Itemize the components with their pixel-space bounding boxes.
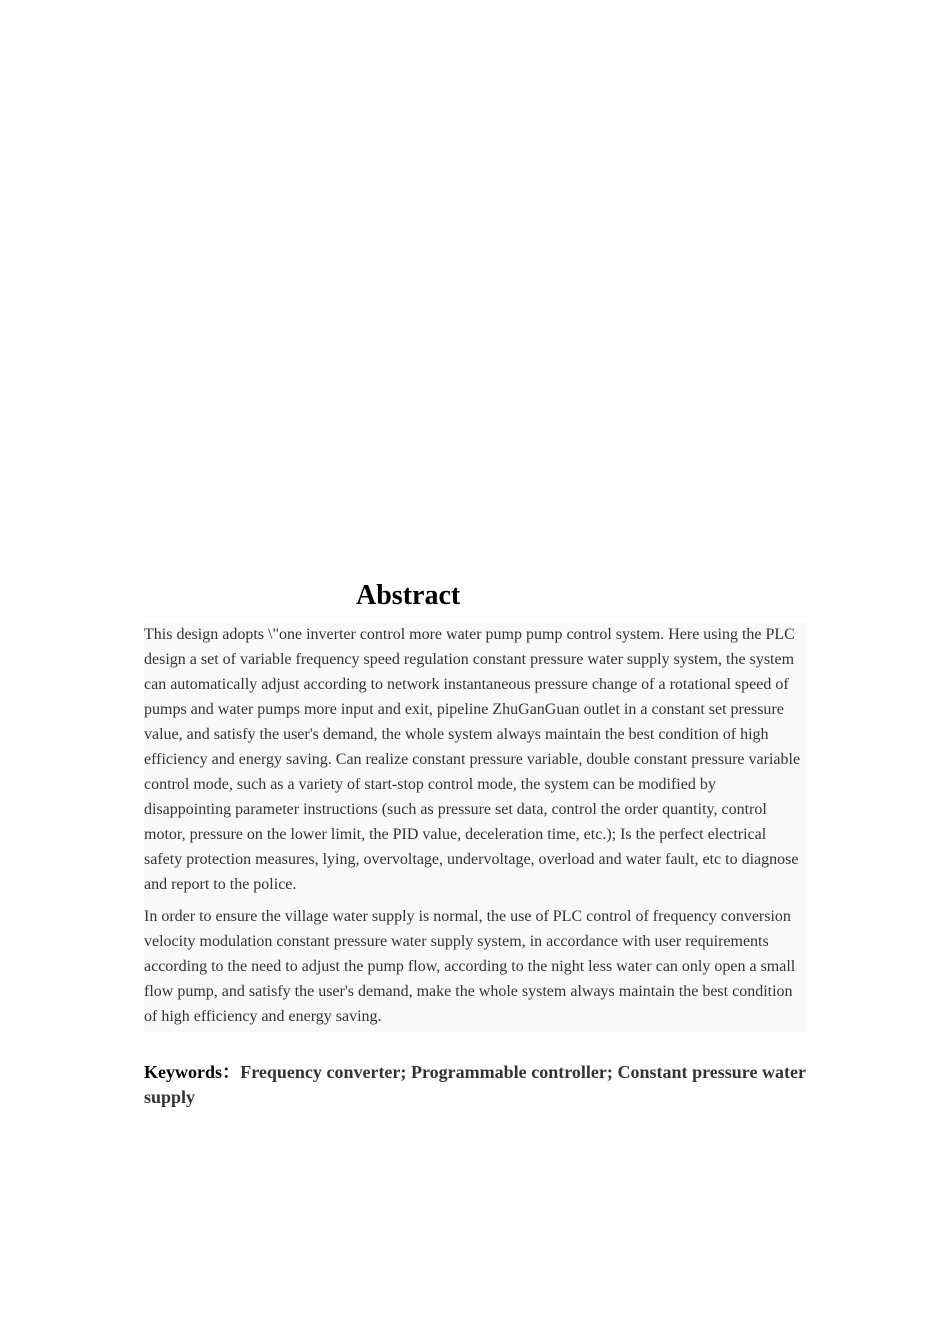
keywords-text: Frequency converter; Programmable controller; Constant pressure water supply	[144, 1062, 806, 1107]
keywords-line	[144, 1060, 806, 1110]
keywords-label: Keywords：	[144, 1062, 241, 1082]
abstract-paragraph-2: In order to ensure the village water supply is normal, the use of PLC control of frequency conversion velocity modulation constant pressure water supply system, in accordance with user requirements according to the need to adjust the pump flow, according to the night less water can only open a small flow pump, and satisfy the user's demand, make the whole system always maintain the best condition of high efficiency and energy saving.	[144, 908, 796, 1025]
abstract-title: Abstract	[356, 580, 461, 611]
abstract-body	[144, 622, 806, 1032]
abstract-paragraph-1: This design adopts \"one inverter control more water pump pump control system. Here using the PLC design a set of variable frequency speed regulation constant pressure water supply system, the system can automatically adjust according to network instantaneous pressure change of a rotational speed of pumps and water pumps more input and exit, pipeline ZhuGanGuan outlet in a constant set pressure value, and satisfy the user's demand, the whole system always maintain the best condition of high efficiency and energy saving. Can realize constant pressure variable, double constant pressure variable control mode, such as a variety of start-stop control mode, the system can be modified by disappointing parameter instructions (such as pressure set data, control the order quantity, control motor, pressure on the lower limit, the PID value, deceleration time, etc.); Is the perfect electrical safety protection measures, lying, overvoltage, undervoltage, overload and water fault, etc to diagnose and report to the police.	[144, 626, 801, 893]
